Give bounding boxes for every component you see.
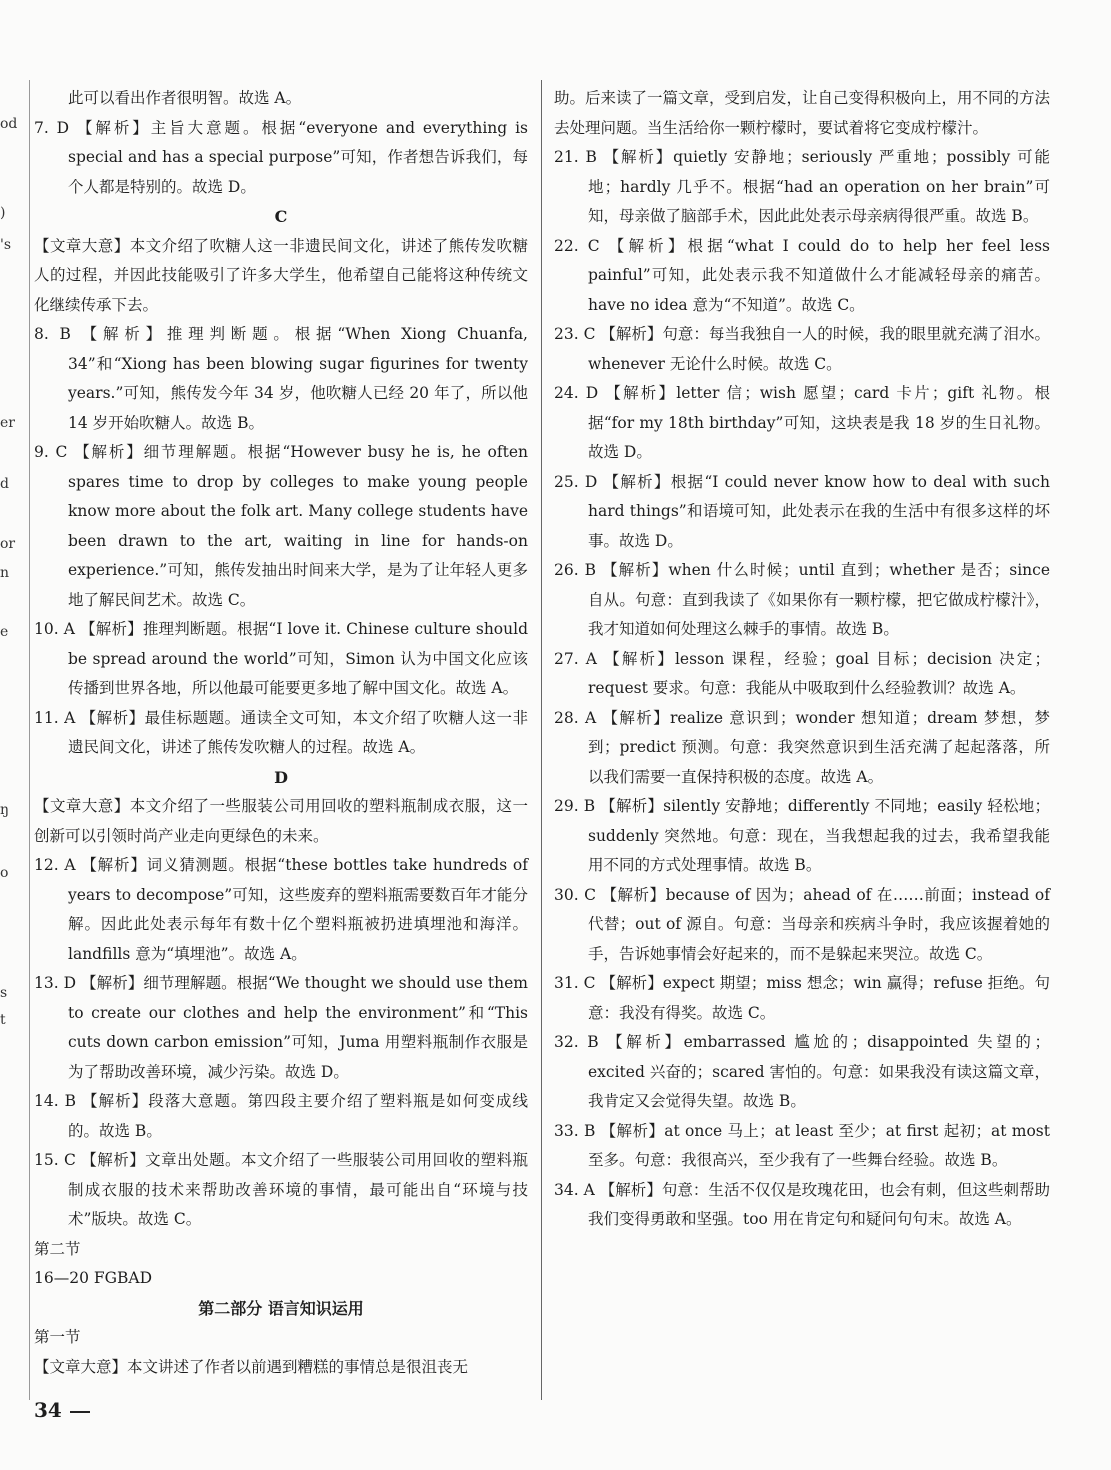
edge-fragment: 's bbox=[0, 237, 12, 253]
left-margin-rule bbox=[29, 80, 30, 1400]
answer-item-29: 29. B 【解析】silently 安静地；differently 不同地；easily 轻松地；suddenly 突然地。句意：现在，当我想起我的过去，我希望我能用不同的方式处理事情。故选 B。 bbox=[554, 797, 1050, 874]
answer-item-12: 12. A 【解析】词义猜测题。根据“these bottles take hundreds of years to decompose”可知，这些废弃的塑料瓶需要数百年才能分解。因此此处表示每年有数十亿个塑料瓶被扔进填埋池和海洋。landfills 意为“填埋池”。故选 A。 bbox=[34, 856, 528, 963]
answer-item-21: 21. B 【解析】quietly 安静地；seriously 严重地；possibly 可能地；hardly 几乎不。根据“had an operation on her brain”可知，母亲做了脑部手术，因此此处表示母亲病得很严重。故选 B。 bbox=[554, 148, 1050, 225]
answer-range-16-20: 16—20 FGBAD bbox=[34, 1269, 153, 1287]
answer-item-30: 30. C 【解析】because of 因为；ahead of 在……前面；instead of 代替；out of 源自。句意：当母亲和疾病斗争时，我应该握着她的手，告诉她事情会好起来的，而不是躲起来哭泣。故选 C。 bbox=[554, 885, 1050, 963]
answer-item-10: 10. A 【解析】推理判断题。根据“I love it. Chinese culture should be spread around the world”可知，Simon 认为中国文化应该传播到世界各地，所以他最可能要更多地了解中国文化。故选 A。 bbox=[34, 620, 528, 697]
edge-fragment: d bbox=[0, 476, 9, 492]
answer-item-9: 9. C 【解析】细节理解题。根据“However busy he is, he often spares time to drop by colleges to make young people know more about the folk art. Many college students have been drawn to the art, waiting in line for hands-on experience.”可知，熊传发抽出时间来大学，是为了让年轻人更多地了解民间艺术。故选 C。 bbox=[34, 443, 528, 609]
edge-fragment: s bbox=[0, 985, 8, 1001]
passage-summary-c: 【文章大意】本文介绍了吹糖人这一非遗民间文化，讲述了熊传发吹糖人的过程，并因此技能吸引了许多大学生，他希望自己能将这种传统文化继续传承下去。 bbox=[34, 236, 528, 314]
edge-fragment: od bbox=[0, 116, 18, 132]
answer-continuation: 此可以看出作者很明智。故选 A。 bbox=[68, 89, 302, 107]
edge-fragment: er bbox=[0, 415, 15, 431]
answer-item-11: 11. A 【解析】最佳标题题。通读全文可知，本文介绍了吹糖人这一非遗民间文化，讲述了熊传发吹糖人的过程。故选 A。 bbox=[34, 708, 528, 756]
answer-item-22: 22. C 【解析】根据“what I could do to help her feel less painful”可知，此处表示我不知道做什么才能减轻母亲的痛苦。have no idea 意为“不知道”。故选 C。 bbox=[554, 236, 1050, 314]
section-title-d: D bbox=[274, 767, 288, 787]
edge-fragment: o bbox=[0, 865, 9, 881]
subsection-label: 第二节 bbox=[34, 1239, 81, 1258]
edge-fragment: n bbox=[0, 565, 10, 581]
answer-item-15: 15. C 【解析】文章出处题。本文介绍了一些服装公司用回收的塑料瓶制成衣服的技术来帮助改善环境的事情，最可能出自“环境与技术”版块。故选 C。 bbox=[34, 1151, 528, 1228]
answer-item-7: 7. D 【解析】主旨大意题。根据“everyone and everything is special and has a special purpose”可知，作者想告诉我们，每个人都是特别的。故选 D。 bbox=[34, 118, 528, 196]
edge-fragment: or bbox=[0, 536, 16, 552]
answer-item-26: 26. B 【解析】when 什么时候；until 直到；whether 是否；since 自从。句意：直到我读了《如果你有一颗柠檬，把它做成柠檬汁》，我才知道如何处理这么棘手的事情。故选 B。 bbox=[554, 561, 1050, 638]
edge-fragment: ŋ bbox=[0, 802, 10, 818]
section-title-c: C bbox=[274, 207, 288, 226]
edge-fragment: e bbox=[0, 624, 9, 640]
subsection-label: 第一节 bbox=[34, 1328, 81, 1346]
answer-item-14: 14. B 【解析】段落大意题。第四段主要介绍了塑料瓶是如何变成线的。故选 B。 bbox=[34, 1092, 528, 1140]
edge-fragment: t bbox=[0, 1012, 6, 1028]
answer-item-8: 8. B 【解析】推理判断题。根据“When Xiong Chuanfa, 34”和“Xiong has been blowing sugar figurines for twenty years.”可知，熊传发今年 34 岁，他吹糖人已经 20 年了，所以他 14 岁开始吹糖人。故选 B。 bbox=[34, 325, 528, 432]
passage-summary-d: 【文章大意】本文介绍了一些服装公司用回收的塑料瓶制成衣服，这一创新可以引领时尚产业走向更绿色的未来。 bbox=[34, 797, 528, 845]
answer-item-33: 33. B 【解析】at once 马上；at least 至少；at first 起初；at most 至多。句意：我很高兴，至少我有了一些舞台经验。故选 B。 bbox=[554, 1121, 1050, 1169]
answer-item-34: 34. A 【解析】句意：生活不仅仅是玫瑰花田，也会有刺，但这些刺帮助我们变得勇敢和坚强。too 用在肯定句和疑问句句末。故选 A。 bbox=[554, 1180, 1050, 1228]
answer-item-13: 13. D 【解析】细节理解题。根据“We thought we should use them to create our clothes and help the environment”和“This cuts down carbon emission”可知，Juma 用塑料瓶制作衣服是为了帮助改善环境，减少污染。故选 D。 bbox=[34, 974, 528, 1081]
answer-item-23: 23. C 【解析】句意：每当我独自一人的时候，我的眼里就充满了泪水。whenever 无论什么时候。故选 C。 bbox=[554, 325, 1050, 373]
edge-fragment: ) bbox=[0, 205, 6, 221]
answer-item-24: 24. D 【解析】letter 信；wish 愿望；card 卡片；gift 礼物。根据“for my 18th birthday”可知，这块表是我 18 岁的生日礼物。故选 D。 bbox=[554, 384, 1050, 461]
page-number: 34 bbox=[34, 1398, 90, 1422]
column-divider bbox=[541, 80, 542, 1400]
right-column bbox=[554, 84, 1050, 1235]
answer-item-27: 27. A 【解析】lesson 课程，经验；goal 目标；decision 决定；request 要求。句意：我能从中吸取到什么经验教训？故选 A。 bbox=[554, 649, 1050, 697]
passage-summary-part-two: 【文章大意】本文讲述了作者以前遇到糟糕的事情总是很沮丧无 bbox=[34, 1357, 469, 1376]
answer-item-31: 31. C 【解析】expect 期望；miss 想念；win 赢得；refuse 拒绝。句意：我没有得奖。故选 C。 bbox=[554, 974, 1050, 1022]
answer-item-32: 32. B 【解析】embarrassed 尴尬的；disappointed 失望的；excited 兴奋的；scared 害怕的。句意：如果我没有读这篇文章，我肯定又会觉得失望。故选 B。 bbox=[554, 1033, 1050, 1110]
answer-item-25: 25. D 【解析】根据“I could never know how to deal with such hard things”和语境可知，此处表示在我的生活中有很多这样的坏事。故选 D。 bbox=[554, 472, 1050, 550]
summary-continuation: 助。后来读了一篇文章，受到启发，让自己变得积极向上，用不同的方法去处理问题。当生活给你一颗柠檬时，要试着将它变成柠檬汁。 bbox=[554, 89, 1051, 137]
part-two-title: 第二部分 语言知识运用 bbox=[198, 1298, 364, 1318]
left-column bbox=[34, 84, 528, 1382]
answer-item-28: 28. A 【解析】realize 意识到；wonder 想知道；dream 梦想，梦到；predict 预测。句意：我突然意识到生活充满了起起落落，所以我们需要一直保持积极的态度。故选 A。 bbox=[554, 708, 1050, 786]
